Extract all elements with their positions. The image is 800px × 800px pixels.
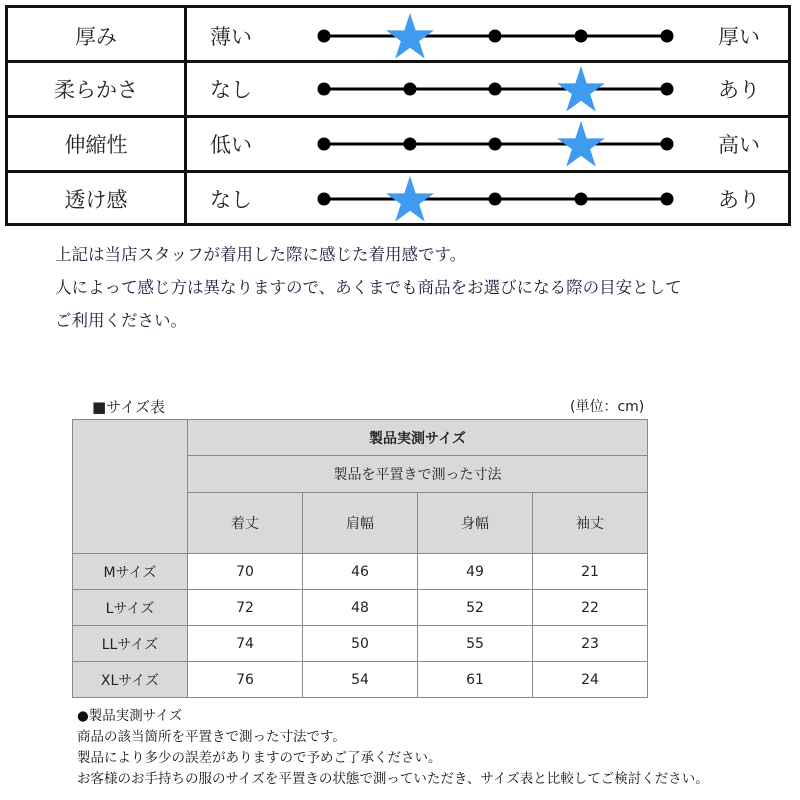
scale-dot — [403, 138, 416, 151]
scale-dot — [660, 193, 673, 206]
cell: 74 — [188, 626, 303, 662]
scale-dot — [318, 29, 331, 42]
cell: 72 — [188, 590, 303, 626]
rating-scale — [308, 173, 668, 225]
cell: 50 — [303, 626, 418, 662]
column-header: 身幅 — [418, 493, 533, 554]
scale-dot — [660, 83, 673, 96]
size-table — [72, 419, 648, 698]
column-header: 肩幅 — [303, 493, 418, 554]
rating-scale — [308, 8, 668, 63]
column-header: 袖丈 — [533, 493, 648, 554]
cell: 54 — [303, 662, 418, 698]
cell: 52 — [418, 590, 533, 626]
size-label: Mサイズ — [73, 554, 188, 590]
size-table-unit: (単位：cm) — [570, 399, 645, 415]
star-icon — [557, 66, 605, 112]
feel-row-sheerness — [8, 170, 788, 225]
column-header: 着丈 — [188, 493, 303, 554]
scale-dot — [318, 193, 331, 206]
feel-label: 柔らかさ — [8, 63, 187, 115]
cell: 76 — [188, 662, 303, 698]
note-line: ●製品実測サイズ — [77, 708, 183, 724]
scale-dot — [575, 193, 588, 206]
feel-high-label: 高い — [718, 133, 760, 157]
feel-low-label: 薄い — [210, 24, 252, 49]
feel-row-stretch — [8, 115, 788, 170]
note-line: 商品の該当箇所を平置きで測った寸法です。 — [77, 729, 346, 745]
scale-dot — [575, 29, 588, 42]
feel-low-label: なし — [210, 78, 252, 102]
scale-dot — [318, 138, 331, 151]
feel-label: 透け感 — [8, 173, 187, 225]
feel-label: 厚み — [8, 8, 187, 63]
table-row — [73, 554, 648, 590]
rating-scale — [308, 63, 668, 115]
cell: 55 — [418, 626, 533, 662]
cell: 22 — [533, 590, 648, 626]
feel-label: 伸縮性 — [8, 118, 187, 170]
feel-low-label: なし — [210, 188, 252, 212]
corner-cell — [73, 420, 188, 554]
cell: 21 — [533, 554, 648, 590]
scale-dot — [660, 29, 673, 42]
feel-row-softness — [8, 60, 788, 115]
size-notes — [77, 706, 709, 790]
star-icon — [557, 121, 605, 167]
header-main: 製品実測サイズ — [188, 420, 648, 456]
wear-feel-table — [5, 5, 791, 226]
note-line: 上記は当店スタッフが着用した際に感じた着用感です。 — [55, 245, 467, 264]
cell: 49 — [418, 554, 533, 590]
cell: 48 — [303, 590, 418, 626]
size-label: XLサイズ — [73, 662, 188, 698]
scale-dot — [318, 83, 331, 96]
cell: 70 — [188, 554, 303, 590]
feel-high-label: あり — [718, 78, 760, 102]
note-line: ご利用ください。 — [55, 311, 187, 330]
scale-dot — [489, 138, 502, 151]
wear-feel-notes — [55, 238, 682, 337]
scale-dot — [403, 83, 416, 96]
rating-scale — [308, 118, 668, 170]
scale-dot — [660, 138, 673, 151]
table-row — [73, 626, 648, 662]
note-line: 製品により多少の誤差がありますので予めご了承ください。 — [77, 750, 442, 766]
star-icon — [386, 176, 434, 222]
cell: 23 — [533, 626, 648, 662]
cell: 46 — [303, 554, 418, 590]
cell: 24 — [533, 662, 648, 698]
feel-high-label: あり — [718, 188, 760, 212]
note-line: 人によって感じ方は異なりますので、あくまでも商品をお選びになる際の目安として — [55, 278, 682, 297]
feel-row-thickness — [8, 8, 788, 63]
header-sub: 製品を平置きで測った寸法 — [188, 456, 648, 493]
table-row — [73, 662, 648, 698]
scale-dot — [489, 83, 502, 96]
note-line: お客様のお手持ちの服のサイズを平置きの状態で測っていただき、サイズ表と比較してご検討ください。 — [77, 771, 709, 787]
table-row — [73, 590, 648, 626]
size-table-caption: ■サイズ表 — [92, 398, 165, 416]
star-icon — [386, 13, 434, 59]
cell: 61 — [418, 662, 533, 698]
size-label: LLサイズ — [73, 626, 188, 662]
scale-dot — [489, 193, 502, 206]
scale-dot — [489, 29, 502, 42]
feel-low-label: 低い — [210, 133, 252, 157]
size-label: Lサイズ — [73, 590, 188, 626]
feel-high-label: 厚い — [718, 24, 760, 49]
